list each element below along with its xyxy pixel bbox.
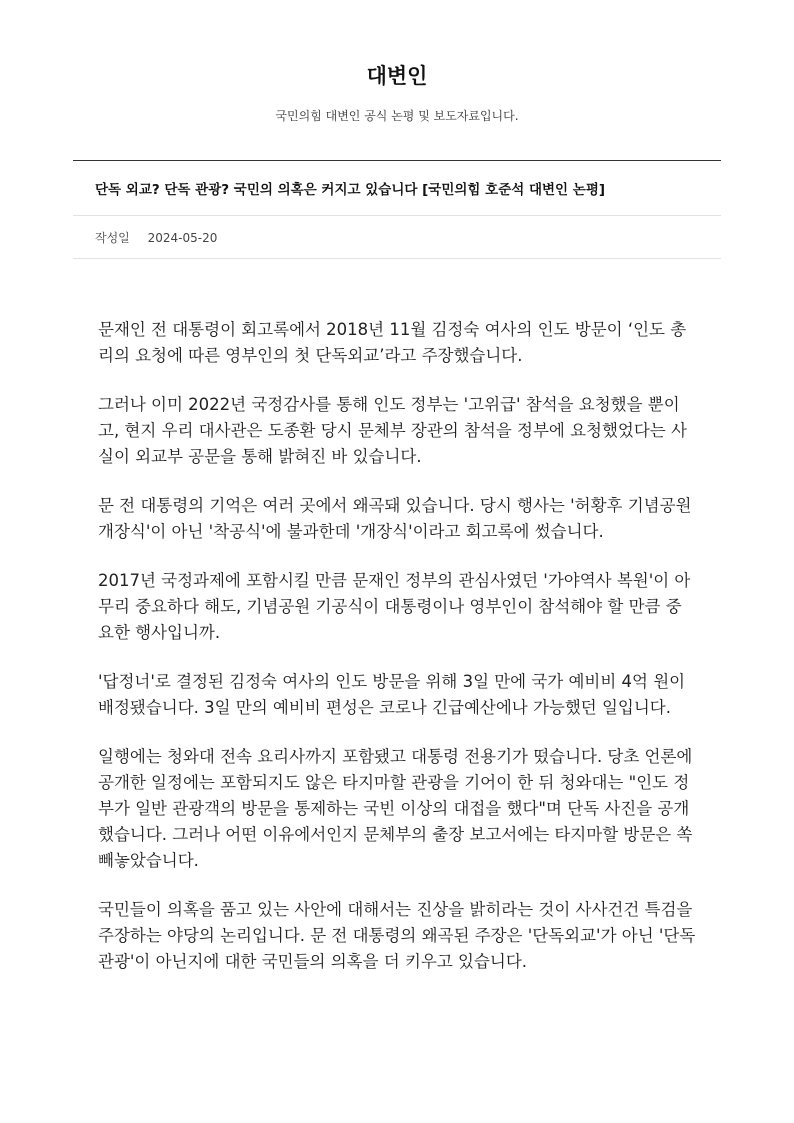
article-title: 단독 외교? 단독 관광? 국민의 의혹은 커지고 있습니다 [국민의힘 호준석 대변인 논평]: [95, 182, 606, 198]
body-paragraph: 그러나 이미 2022년 국정감사를 통해 인도 정부는 '고위급' 참석을 요청했을 뿐이고, 현지 우리 대사관은 도종환 당시 문체부 장관의 참석을 정부에 요청했었다는 사실이 외교부 공문을 통해 밝혀진 바 있습니다.: [98, 395, 687, 466]
site-subtitle: 국민의힘 대변인 공식 논평 및 보도자료입니다.: [275, 109, 519, 123]
body-paragraph: '답정너'로 결정된 김정숙 여사의 인도 방문을 위해 3일 만에 국가 예비비 4억 원이 배정됐습니다. 3일 만의 예비비 편성은 코로나 긴급예산에나 가능했던 일입니다.: [98, 672, 686, 717]
article-meta: [73, 216, 721, 258]
body-paragraph: 문재인 전 대통령이 회고록에서 2018년 11월 김정숙 여사의 인도 방문이 ‘인도 총리의 요청에 따른 영부인의 첫 단독외교’라고 주장했습니다.: [98, 320, 687, 365]
date-label: 작성일: [95, 231, 130, 245]
site-header: [0, 0, 794, 124]
body-paragraph: 문 전 대통령의 기억은 여러 곳에서 왜곡돼 있습니다. 당시 행사는 '허황후 기념공원 개장식'이 아닌 '착공식'에 불과한데 '개장식'이라고 회고록에 썼습니다.: [98, 496, 692, 541]
body-paragraph: 2017년 국정과제에 포함시킬 만큼 문재인 정부의 관심사였던 '가야역사 복원'이 아무리 중요하다 해도, 기념공원 기공식이 대통령이나 영부인이 참석해야 할 만큼 중요한 행사입니까.: [98, 571, 691, 642]
publish-date: 2024-05-20: [147, 231, 218, 245]
body-paragraph: 국민들이 의혹을 품고 있는 사안에 대해서는 진상을 밝히라는 것이 사사건건 특검을 주장하는 야당의 논리입니다. 문 전 대통령의 왜곡된 주장은 '단독외교'가 아닌 '단독관광'이 아닌지에 대한 국민들의 의혹을 더 키우고 있습니다.: [98, 900, 696, 971]
body-paragraph: 일행에는 청와대 전속 요리사까지 포함됐고 대통령 전용기가 떴습니다. 당초 언론에 공개한 일정에는 포함되지도 않은 타지마할 관광을 기어이 한 뒤 청와대는 "인도 정부가 일반 관광객의 방문을 통제하는 국빈 이상의 대접을 했다"며 단독 사진을 공개했습니다. 그러나 어떤 이유에서인지 문체부의 출장 보고서에는 타지마할 방문은 쏙 빼놓았습니다.: [98, 747, 693, 870]
article-body: [0, 259, 794, 975]
site-title: 대변인: [366, 64, 428, 88]
